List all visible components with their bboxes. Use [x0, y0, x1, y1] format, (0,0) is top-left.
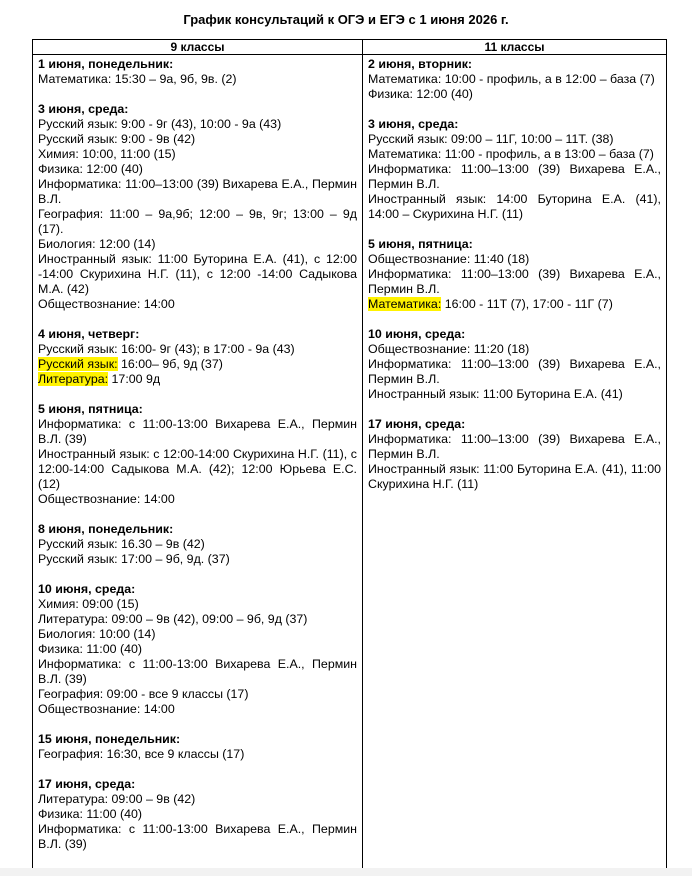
table-body-row: [33, 55, 667, 874]
day-heading: 1 июня, понедельник:: [38, 57, 174, 71]
day-block: [38, 327, 357, 387]
page-title: График консультаций к ОГЭ и ЕГЭ с 1 июня 2026 г.: [183, 12, 509, 27]
day-heading: 17 июня, среда:: [368, 417, 466, 431]
day-block: [38, 402, 357, 507]
schedule-entry: Биология: 12:00 (14): [38, 237, 156, 251]
day-heading: 4 июня, четверг:: [38, 327, 140, 341]
schedule-entry: География: 11:00 – 9а,9б; 12:00 – 9в, 9г; 13:00 – 9д (17).: [38, 207, 357, 236]
schedule-entry: Иностранный язык: 11:00 Буторина Е.А. (41): [368, 387, 623, 401]
day-block: [38, 732, 357, 762]
schedule-entry: Обществознание: 14:00: [38, 702, 175, 716]
day-block: [368, 237, 661, 312]
day-block: [368, 57, 661, 102]
day-heading: 10 июня, среда:: [368, 327, 466, 341]
schedule-entry: Физика: 11:00 (40): [38, 807, 142, 821]
schedule-entry: Литература: 09:00 – 9в (42): [38, 792, 196, 806]
schedule-entry: Информатика: с 11:00-13:00 Вихарева Е.А., Пермин В.Л. (39): [38, 417, 357, 446]
day-heading: 5 июня, пятница:: [368, 237, 473, 251]
entry-details: 16:00 - 11Т (7), 17:00 - 11Г (7): [441, 297, 613, 311]
day-heading: 17 июня, среда:: [38, 777, 136, 791]
schedule-entry: Математика: 15:30 – 9а, 9б, 9в. (2): [38, 72, 237, 86]
column-header-grade9: 9 классы: [33, 40, 363, 55]
day-block: [38, 522, 357, 567]
schedule-entry: Физика: 11:00 (40): [38, 642, 142, 656]
entry-details: 16:00– 9б, 9д (37): [117, 357, 223, 371]
day-heading: 5 июня, пятница:: [38, 402, 143, 416]
schedule-entry: Обществознание: 14:00: [38, 297, 175, 311]
day-block: [368, 417, 661, 492]
table-header-row: [33, 40, 667, 55]
schedule-entry: Обществознание: 14:00: [38, 492, 175, 506]
schedule-entry: Информатика: с 11:00-13:00 Вихарева Е.А., Пермин В.Л. (39): [38, 657, 357, 686]
schedule-entry: [368, 297, 661, 312]
schedule-entry: Русский язык: 9:00 - 9в (42): [38, 132, 196, 146]
schedule-entry: Информатика: 11:00–13:00 (39) Вихарева Е.А., Пермин В.Л.: [368, 162, 661, 191]
day-block: [38, 102, 357, 312]
grade11-schedule-cell: [363, 55, 667, 874]
schedule-entry: Информатика: 11:00–13:00 (39) Вихарева Е.А., Пермин В.Л.: [368, 267, 661, 296]
day-heading: 8 июня, понедельник:: [38, 522, 174, 536]
schedule-entry: Русский язык: 9:00 - 9г (43), 10:00 - 9а (43): [38, 117, 282, 131]
day-block: [368, 327, 661, 402]
schedule-entry: Математика: 10:00 - профиль, а в 12:00 – база (7): [368, 72, 655, 86]
schedule-entry: Информатика: 11:00–13:00 (39) Вихарева Е.А., Пермин В.Л.: [38, 177, 357, 206]
day-block: [38, 57, 357, 87]
schedule-entry: Литература: 09:00 – 9в (42), 09:00 – 9б, 9д (37): [38, 612, 308, 626]
schedule-entry: Химия: 09:00 (15): [38, 597, 139, 611]
day-heading: 10 июня, среда:: [38, 582, 136, 596]
day-heading: 2 июня, вторник:: [368, 57, 473, 71]
day-block: [38, 582, 357, 717]
column-header-grade11: 11 классы: [363, 40, 667, 55]
bottom-edge-strip: [0, 868, 692, 876]
highlighted-subject: Литература:: [38, 372, 109, 386]
schedule-entry: География: 09:00 - все 9 классы (17): [38, 687, 249, 701]
schedule-entry: Биология: 10:00 (14): [38, 627, 156, 641]
day-heading: 3 июня, среда:: [38, 102, 129, 116]
schedule-entry: Иностранный язык: 11:00 Буторина Е.А. (41), 11:00 Скурихина Н.Г. (11): [368, 462, 661, 491]
schedule-entry: Русский язык: 17:00 – 9б, 9д. (37): [38, 552, 230, 566]
schedule-entry: Информатика: 11:00–13:00 (39) Вихарева Е.А., Пермин В.Л.: [368, 432, 661, 461]
schedule-table: [32, 39, 667, 873]
day-block: [38, 777, 357, 852]
schedule-entry: Иностранный язык: 11:00 Буторина Е.А. (41), с 12:00 -14:00 Скурихина Н.Г. (11), с 12:00 -14:00 Садыкова М.А. (42): [38, 252, 357, 296]
schedule-entry: Иностранный язык: с 12:00-14:00 Скурихина Н.Г. (11), с 12:00-14:00 Садыкова М.А. (42); 12:00 Юрьева Е.С. (12): [38, 447, 357, 491]
grade9-schedule-cell: [33, 55, 363, 874]
schedule-entry: Физика: 12:00 (40): [38, 162, 143, 176]
schedule-entry: Химия: 10:00, 11:00 (15): [38, 147, 176, 161]
schedule-entry: Обществознание: 11:40 (18): [368, 252, 530, 266]
schedule-entry: Информатика: с 11:00-13:00 Вихарева Е.А., Пермин В.Л. (39): [38, 822, 357, 851]
day-heading: 15 июня, понедельник:: [38, 732, 181, 746]
schedule-entry: Иностранный язык: 14:00 Буторина Е.А. (41), 14:00 – Скурихина Н.Г. (11): [368, 192, 661, 221]
schedule-entry: [38, 357, 357, 372]
schedule-entry: Русский язык: 16.30 – 9в (42): [38, 537, 205, 551]
highlighted-subject: Русский язык:: [38, 357, 118, 371]
day-heading: 3 июня, среда:: [368, 117, 459, 131]
schedule-entry: Физика: 12:00 (40): [368, 87, 473, 101]
schedule-entry: Обществознание: 11:20 (18): [368, 342, 530, 356]
schedule-entry: Информатика: 11:00–13:00 (39) Вихарева Е.А., Пермин В.Л.: [368, 357, 661, 386]
schedule-entry: Русский язык: 16:00- 9г (43); в 17:00 - 9а (43): [38, 342, 295, 356]
schedule-entry: Математика: 11:00 - профиль, а в 13:00 – база (7): [368, 147, 654, 161]
schedule-entry: География: 16:30, все 9 классы (17): [38, 747, 245, 761]
schedule-entry: Русский язык: 09:00 – 11Г, 10:00 – 11Т. (38): [368, 132, 614, 146]
day-block: [368, 117, 661, 222]
schedule-entry: [38, 372, 357, 387]
highlighted-subject: Математика:: [368, 297, 442, 311]
entry-details: 17:00 9д: [108, 372, 161, 386]
